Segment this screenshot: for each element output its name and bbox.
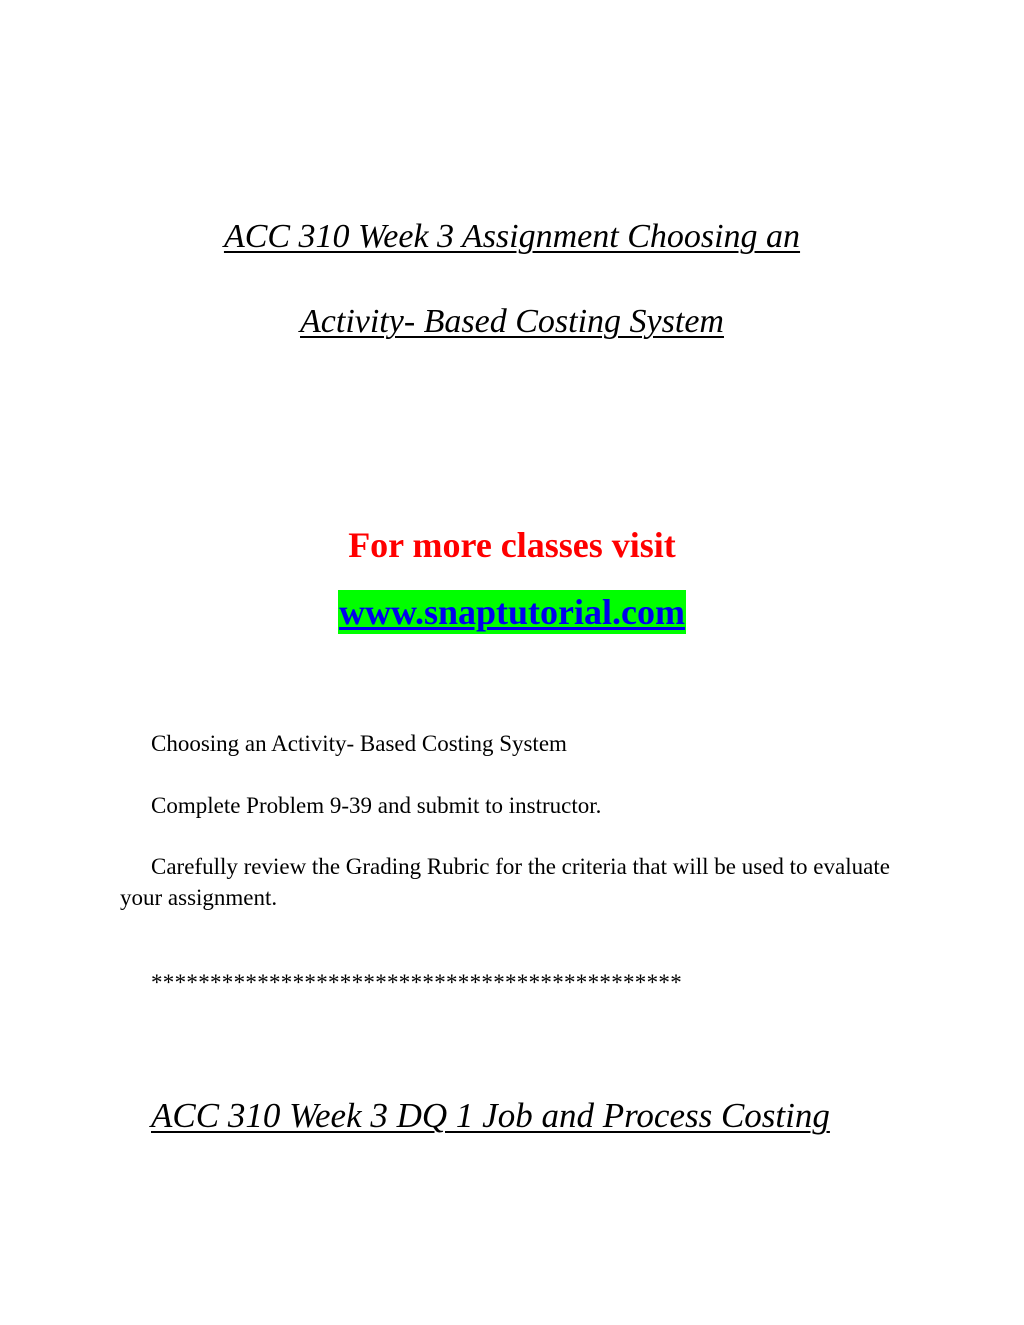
assignment-title-line-2: Activity- Based Costing System bbox=[300, 303, 724, 340]
next-assignment-title: ACC 310 Week 3 DQ 1 Job and Process Costing bbox=[151, 1096, 830, 1135]
body-paragraph-2: Complete Problem 9-39 and submit to instructor. bbox=[151, 793, 602, 818]
body-paragraph-3: Carefully review the Grading Rubric for the criteria that will be used to evaluate your assignment. bbox=[120, 854, 890, 910]
promo-link-container bbox=[0, 590, 1024, 634]
separator-stars: ********************************************* bbox=[151, 970, 682, 995]
promo-heading: For more classes visit bbox=[348, 525, 676, 565]
snaptutorial-link[interactable]: www.snaptutorial.com bbox=[338, 592, 685, 632]
body-paragraph-1: Choosing an Activity- Based Costing System bbox=[151, 731, 567, 756]
assignment-title-line-1: ACC 310 Week 3 Assignment Choosing an bbox=[223, 218, 801, 255]
